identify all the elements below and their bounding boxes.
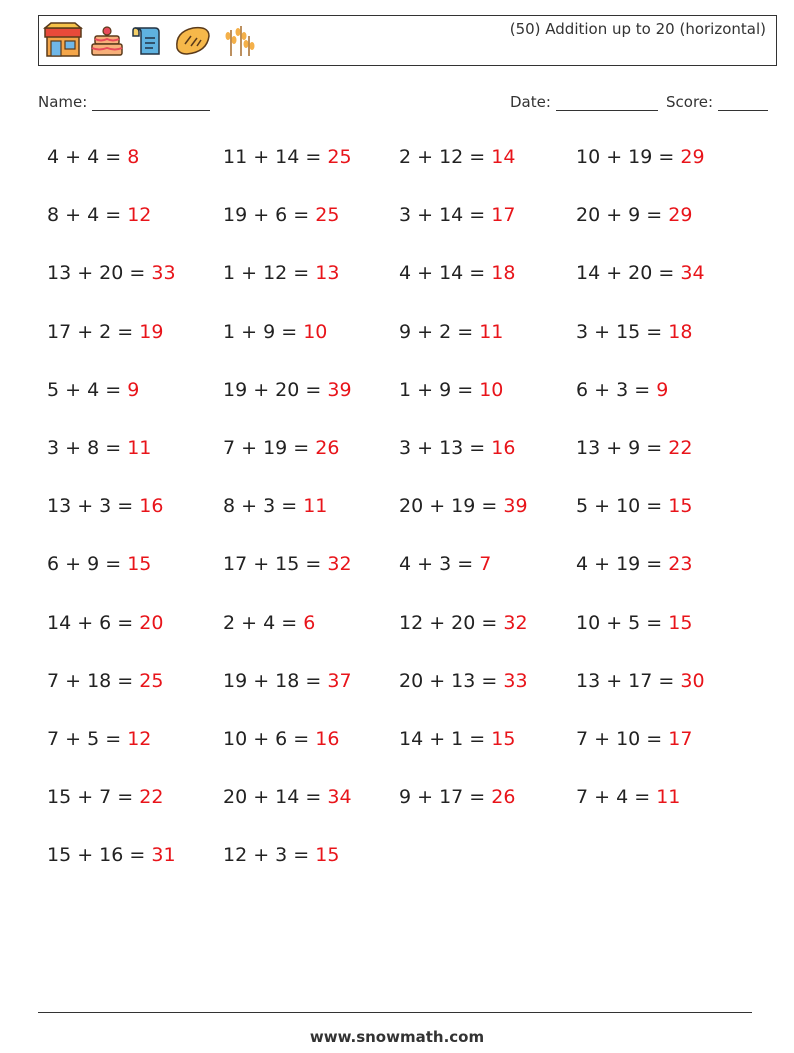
problem-expression: 6 + 9 = (47, 553, 128, 576)
problem-expression: 10 + 6 = (223, 728, 316, 750)
problem-expression: 3 + 13 = (399, 437, 492, 459)
problem-item (223, 728, 339, 750)
problem-expression: 13 + 9 = (576, 437, 669, 459)
problem-expression: 1 + 12 = (223, 262, 316, 285)
problem-answer: 29 (668, 204, 693, 227)
problem-item (576, 495, 692, 517)
problem-expression: 20 + 13 = (399, 669, 504, 692)
problem-expression: 13 + 3 = (47, 495, 140, 518)
problem-answer: 25 (139, 669, 164, 692)
problem-item (47, 379, 139, 401)
problem-expression: 1 + 9 = (223, 320, 304, 343)
problem-expression: 10 + 19 = (576, 146, 681, 168)
name-field (38, 93, 210, 111)
problem-item (47, 262, 176, 284)
problem-expression: 4 + 4 = (47, 146, 128, 168)
problem-expression: 4 + 14 = (399, 262, 492, 285)
problem-expression: 2 + 12 = (399, 146, 492, 168)
problem-answer: 16 (491, 437, 516, 459)
problem-answer: 33 (151, 262, 176, 285)
problem-answer: 34 (680, 262, 705, 285)
problem-answer: 11 (656, 786, 681, 809)
bread-icon (173, 22, 213, 58)
problem-item (223, 786, 352, 808)
name-blank (92, 96, 210, 111)
problem-answer: 33 (503, 669, 528, 692)
problem-item (576, 204, 692, 226)
problem-item (576, 612, 692, 634)
problem-item (223, 844, 339, 866)
problem-answer: 11 (303, 495, 328, 518)
store-icon (43, 22, 83, 58)
problem-expression: 14 + 20 = (576, 262, 681, 285)
problem-item (399, 146, 515, 168)
problem-item (399, 321, 503, 343)
problem-item (399, 670, 528, 692)
problem-expression: 6 + 3 = (576, 378, 657, 401)
problem-answer: 18 (668, 320, 693, 343)
problem-item (399, 786, 515, 808)
problem-answer: 7 (479, 553, 492, 576)
problem-item (576, 728, 692, 750)
problem-answer: 22 (139, 786, 164, 809)
problem-expression: 3 + 14 = (399, 204, 492, 227)
problem-item (399, 495, 528, 517)
problem-answer: 16 (139, 495, 164, 518)
problem-item (576, 670, 705, 692)
problem-answer: 31 (151, 844, 176, 867)
problem-answer: 17 (491, 204, 516, 227)
problem-item (47, 786, 163, 808)
problem-expression: 1 + 9 = (399, 378, 480, 401)
problem-item (576, 262, 705, 284)
problem-item (576, 146, 705, 168)
score-label: Score: (666, 93, 714, 111)
problem-answer: 39 (327, 378, 352, 401)
problem-answer: 10 (303, 320, 328, 343)
problem-item (576, 437, 692, 459)
problem-expression: 19 + 20 = (223, 378, 328, 401)
header-box (38, 15, 777, 66)
problem-answer: 13 (315, 262, 340, 285)
problem-answer: 39 (503, 495, 528, 518)
problem-expression: 17 + 15 = (223, 553, 328, 576)
footer-site: www.snowmath.com (309, 1028, 485, 1046)
date-field (510, 93, 658, 111)
problem-answer: 25 (327, 146, 352, 168)
problem-item (47, 146, 139, 168)
problem-expression: 19 + 6 = (223, 204, 316, 227)
problem-answer: 18 (491, 262, 516, 285)
problem-answer: 32 (503, 611, 528, 634)
header-icons (43, 22, 255, 58)
problem-expression: 14 + 1 = (399, 728, 492, 750)
problem-expression: 7 + 5 = (47, 728, 128, 750)
problem-answer: 6 (303, 611, 316, 634)
problem-expression: 2 + 4 = (223, 611, 304, 634)
problem-answer: 16 (315, 728, 340, 750)
problem-expression: 7 + 19 = (223, 437, 316, 459)
problem-expression: 20 + 19 = (399, 495, 504, 518)
name-label: Name: (38, 93, 88, 111)
problem-item (223, 321, 327, 343)
problem-expression: 17 + 2 = (47, 320, 140, 343)
problem-answer: 11 (479, 320, 504, 343)
problem-item (576, 786, 680, 808)
problem-item (399, 204, 515, 226)
problem-expression: 19 + 18 = (223, 669, 328, 692)
problem-item (576, 379, 668, 401)
problem-answer: 19 (139, 320, 164, 343)
problem-item (47, 728, 151, 750)
problem-answer: 29 (680, 146, 705, 168)
problem-answer: 26 (491, 786, 516, 809)
problem-item (47, 670, 163, 692)
problem-answer: 14 (491, 146, 516, 168)
problem-expression: 13 + 20 = (47, 262, 152, 285)
problem-answer: 15 (668, 611, 693, 634)
problem-answer: 17 (668, 728, 693, 750)
problem-item (47, 321, 163, 343)
problem-answer: 9 (127, 378, 140, 401)
problem-answer: 15 (668, 495, 693, 518)
problem-expression: 9 + 2 = (399, 320, 480, 343)
problem-expression: 12 + 20 = (399, 611, 504, 634)
problem-answer: 37 (327, 669, 352, 692)
problem-item (47, 553, 151, 575)
problem-item (223, 262, 339, 284)
problem-expression: 10 + 5 = (576, 611, 669, 634)
problem-item (47, 612, 163, 634)
problem-item (223, 670, 352, 692)
wheat-icon (219, 22, 255, 58)
problem-item (223, 553, 352, 575)
problem-answer: 22 (668, 437, 693, 459)
problem-item (576, 553, 692, 575)
date-blank (556, 96, 658, 111)
problem-answer: 34 (327, 786, 352, 809)
problem-expression: 14 + 6 = (47, 611, 140, 634)
problem-expression: 9 + 17 = (399, 786, 492, 809)
problem-item (399, 379, 503, 401)
problem-expression: 7 + 10 = (576, 728, 669, 750)
problem-expression: 4 + 19 = (576, 553, 669, 576)
footer-divider (38, 1012, 752, 1013)
cake-icon (89, 22, 125, 58)
problem-item (47, 204, 151, 226)
score-blank (718, 96, 768, 111)
worksheet-title: (50) Addition up to 20 (horizontal) (509, 20, 766, 38)
problem-expression: 20 + 14 = (223, 786, 328, 809)
problem-item (223, 379, 352, 401)
problem-item (223, 437, 339, 459)
problem-answer: 25 (315, 204, 340, 227)
problem-answer: 12 (127, 728, 152, 750)
problem-expression: 11 + 14 = (223, 146, 328, 168)
problem-expression: 4 + 3 = (399, 553, 480, 576)
problem-answer: 12 (127, 204, 152, 227)
problem-answer: 26 (315, 437, 340, 459)
problem-expression: 20 + 9 = (576, 204, 669, 227)
problem-expression: 15 + 16 = (47, 844, 152, 867)
recipe-scroll-icon (131, 22, 167, 58)
problem-item (47, 844, 176, 866)
problem-answer: 32 (327, 553, 352, 576)
problem-answer: 23 (668, 553, 693, 576)
problem-item (223, 204, 339, 226)
problem-expression: 8 + 4 = (47, 204, 128, 227)
problem-expression: 7 + 18 = (47, 669, 140, 692)
problem-answer: 8 (127, 146, 140, 168)
problem-item (399, 437, 515, 459)
problem-expression: 5 + 10 = (576, 495, 669, 518)
problem-item (47, 437, 151, 459)
problem-answer: 15 (127, 553, 152, 576)
problem-item (399, 553, 491, 575)
problem-answer: 15 (491, 728, 516, 750)
problem-answer: 11 (127, 437, 152, 459)
problem-answer: 30 (680, 669, 705, 692)
problem-item (399, 612, 528, 634)
problem-item (223, 612, 315, 634)
problem-item (223, 495, 327, 517)
problem-item (223, 146, 352, 168)
score-field (666, 93, 768, 111)
problem-item (399, 728, 515, 750)
problem-expression: 3 + 8 = (47, 437, 128, 459)
problem-item (576, 321, 692, 343)
problem-item (47, 495, 163, 517)
problem-expression: 15 + 7 = (47, 786, 140, 809)
problem-expression: 13 + 17 = (576, 669, 681, 692)
problem-expression: 12 + 3 = (223, 844, 316, 867)
problem-answer: 10 (479, 378, 504, 401)
problem-answer: 20 (139, 611, 164, 634)
problem-answer: 9 (656, 378, 669, 401)
problem-expression: 3 + 15 = (576, 320, 669, 343)
problem-expression: 7 + 4 = (576, 786, 657, 809)
problem-item (399, 262, 515, 284)
problem-answer: 15 (315, 844, 340, 867)
problem-expression: 8 + 3 = (223, 495, 304, 518)
problem-expression: 5 + 4 = (47, 378, 128, 401)
date-label: Date: (510, 93, 551, 111)
